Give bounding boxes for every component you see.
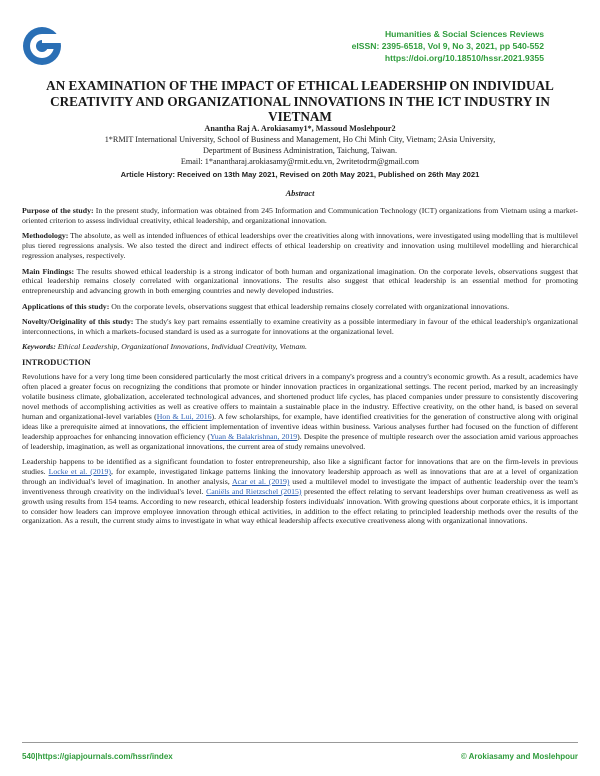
doi-link[interactable]: https://doi.org/10.18510/hssr.2021.9355 [384,53,544,63]
paper-body [22,206,578,532]
abstract-findings: Main Findings: The results showed ethical leadership is a strong indicator of both human and organizational imagination. On the corporate levels, observations suggest that ethical leadership remains closely correlated with organizational innovations. The results also suggest that ethical leadership is an essential method for promoting entrepreneurship and advancing growth in both emerging countries and newly developed industries. [22,266,579,296]
citation-link[interactable]: Locke et al. (2019) [48,466,112,476]
intro-paragraph-2: Leadership happens to be identified as a significant foundation to foster entrepreneurship, also like a significant factor for innovations that are on the firm-levels in previous studies. Locke et al. (2019), for example, investigated linkage patterns linking the innovatory leadership approach as well as innovations that are at a level of organization through an individual's level of imagination. In another analysis, Acar et al. (2019) used a multilevel model to investigate the impact of authentic leadership over the team's inventiveness through creativity on the individual's level. Caniëls and Rietzschel (2015) presented the effect relating to servant leaderships over human creativeness as well as growth using results from 154 teams. According to new research, ethical leadership fosters individuals' innovation. With growing questions about corporate ethics, it is important to consider how leaders can improve employee innovation through ethical activities, in addition to the effect relating to principled leadership methods over the results of the organization. As a result, the current study aims to investigate in what way ethical leadership affects executive creativeness along with organizational innovations. [22,457,578,526]
keywords-label: Keywords: [22,342,56,352]
footer-divider [22,742,578,743]
journal-logo-icon [22,26,62,66]
section-heading-introduction: INTRODUCTION [22,357,91,368]
abstract-applications: Applications of this study: On the corporate levels, observations suggest that ethical leadership remains closely correlated with organizational innovations. [22,301,510,311]
affiliation-line-1: 1*RMIT International University, School of Business and Management, Ho Chi Minh City, Vietnam; 2Asia University, [104,135,496,144]
citation-link[interactable]: Yuan & Balakrishnan, 2019 [210,431,298,441]
article-history: Article History: Received on 13th May 2021, Revised on 20th May 2021, Published on 26th May 2021 [120,170,480,179]
abstract-purpose: Purpose of the study: In the present study, information was obtained from 245 Information and Communication Technology (ICT) organizations from Vietnam using a market-oriented criterion to assess individual creativity, ethical leadership, and organizational innovation. [22,206,578,225]
paper-title: AN EXAMINATION OF THE IMPACT OF ETHICAL LEADERSHIP ON INDIVIDUAL CREATIVITY AND ORGANIZATIONAL INNOVATIONS IN THE ICT INDUSTRY IN VIETNAM [46,78,554,124]
issn-line: eISSN: 2395-6518, Vol 9, No 3, 2021, pp 540-552 [351,41,544,51]
journal-header [352,28,544,64]
abstract-heading: Abstract [285,189,315,198]
citation-link[interactable]: Acar et al. (2019) [232,476,290,486]
email-line: Email: 1*anantharaj.arokiasamy@rmit.edu.vn, 2writetodrm@gmail.com [180,157,420,166]
citation-link[interactable]: Hon & Lui, 2016 [156,411,212,421]
affiliations [40,134,560,167]
keywords-text: Ethical Leadership, Organizational Innovations, Individual Creativity, Vietnam. [55,342,307,352]
affiliation-line-2: Department of Business Administration, Taichung, Taiwan. [202,146,398,155]
abstract-novelty: Novelty/Originality of this study: The study's key part remains essentially to examine creativity as a possible intermediary in favour of the ethical leadership's organizational interconnections, in which a markets-focused standard is used as a surrogate for innovations at the organizational level. [22,317,578,337]
intro-paragraph-1: Revolutions have for a very long time been considered particularly the most critical drivers in a company's progress and a country's economic growth. As a result, academics have often placed a greater focus on recognizing the conditions that promote or hinder innovation practices in organizational settings. The recent period, marked by an increasingly volatile business climate, globalization, accelerated technological advances, and shortened product life cycles, has placed companies under pressure to consistently discovering novel methods of accomplishing activities as well as creative offers to maintain a sustainable place in the industry. Effective creativity, on the other hand, is based on several human and organizational-level variables (Hon & Lui, 2016). A few scholarships, for example, have identified creativities for the generation of constructive along with original ideas like a prerequisite aimed at innovations, the efficient implementation of inventive ideas within business. Various analyses further had focused on the function of different leadership approaches for enhancing innovation efficiency (Yuan & Balakrishnan, 2019). Despite the presence of multiple research over the association amid various approaches of leadership, imagination, as well as organizational innovations, the current area of study remains unevolved. [22,372,578,451]
journal-name: Humanities & Social Sciences Reviews [384,29,544,39]
keywords [22,342,578,352]
footer-copyright: © Arokiasamy and Moslehpour [460,752,578,761]
footer-page-url[interactable]: 540|https://giapjournals.com/hssr/index [22,752,173,761]
author-list: Anantha Raj A. Arokiasamy1*, Massoud Moslehpour2 [204,124,396,133]
citation-link[interactable]: Caniëls and Rietzschel (2015) [206,486,302,496]
abstract-methodology: Methodology: The absolute, as well as intended influences of ethical leaderships over the creativities along with innovations, were investigated using modelling that is multilevel plus tiered regressions analysis. We also tested the direct and indirect effects of ethical leadership on creativity and innovation using multilevel modelling and hierarchical regression analyses, respectively. [22,231,578,261]
